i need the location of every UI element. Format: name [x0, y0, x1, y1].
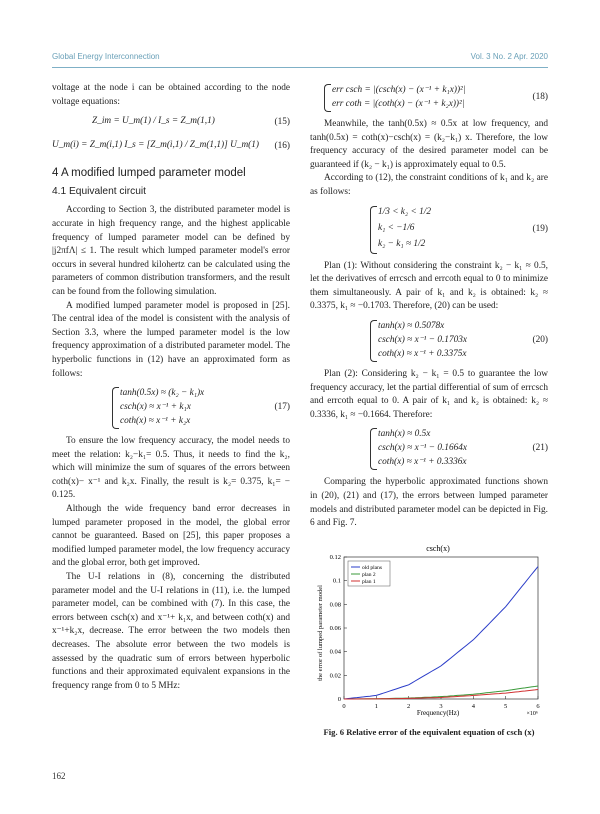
journal-name: Global Energy Interconnection	[52, 52, 160, 61]
left-brace	[370, 206, 377, 254]
y-tick-label: 0	[337, 695, 341, 703]
equation-line: 1/3 < k₂ < 1/2	[378, 206, 431, 217]
chart-title: csch(x)	[426, 543, 450, 553]
equation-line: coth(x) ≈ x⁻¹ + k₂x	[120, 416, 191, 427]
paragraph: Plan (2): Considering k₂ − k₁ = 0.5 to guarantee the low frequency accuracy, let the partial differential of sum of errcsch and errcoth equal to 0. A pair of k₁ and k₂ is obtained: k₂ ≈ 0.3336, k₁ ≈ −0.1664. Therefore:	[310, 368, 548, 420]
equation-line: tanh(x) ≈ 0.5x	[378, 429, 431, 440]
series-line-old-plans	[344, 566, 538, 699]
intro-paragraph: voltage at the node i can be obtained according to the node voltage equations:	[52, 83, 290, 107]
page-number: 162	[52, 771, 66, 781]
x-tick-label: 4	[471, 702, 475, 710]
subsection-title: 4.1 Equivalent circuit	[52, 185, 147, 197]
series-line-plan-1	[344, 689, 538, 699]
equation-17	[52, 387, 290, 429]
equation-21-number: (21)	[532, 443, 548, 454]
equation-15	[52, 113, 290, 133]
left-brace	[324, 84, 331, 112]
section-title: 4 A modified lumped parameter model	[52, 167, 246, 180]
equation-18-number: (18)	[532, 92, 548, 102]
x-tick-label: 2	[407, 702, 411, 710]
y-tick-label: 0.08	[329, 601, 341, 609]
equation-line: k₂ − k₁ ≈ 1/2	[378, 238, 426, 249]
equation-line: coth(x) ≈ x⁻¹ + 0.3375x	[378, 348, 467, 359]
paragraph: According to Section 3, the distributed parameter model is accurate in high frequency range, and the highest applicable frequency of lumped parameter model can be defined by |j2πfΛ| ≤ 1. The result which lumped parameter model's error occurs in several hundred kilohertz can be calculated using the parameters of common distribution transformers, and the result can be found from the following simulation.	[52, 205, 290, 297]
equation-19-number: (19)	[532, 223, 548, 234]
figure-6	[310, 541, 548, 738]
csch-error-chart	[310, 541, 548, 719]
equation-line: tanh(0.5x) ≈ (k₂ − k₁)x	[120, 388, 205, 399]
equation-18	[310, 84, 548, 112]
y-tick-label: 0.12	[329, 553, 341, 561]
paragraph: Plan (1): Without considering the constraint k₂ − k₁ ≈ 0.5, let the derivatives of errcsch and errcoth equal to 0 to minimize them simultaneously. A pair of k₁ and k₂ is obtained: k₂ ≈ 0.3375, k₁ ≈ −0.1703. Therefore, (20) can be used:	[310, 260, 548, 312]
equation-15-body: Z_im = U_m(1) / I_s = Z_m(1,1)	[92, 116, 215, 127]
chart-xlabel: Frequency(Hz)	[416, 708, 460, 717]
x-tick-label: 5	[504, 702, 508, 710]
paragraph: Comparing the hyperbolic approximated functions shown in (20), (21) and (17), the errors between lumped parameter models and distributed parameter model can be depicted in Fig. 6 and Fig. 7.	[310, 477, 548, 529]
running-header	[52, 52, 548, 66]
equation-16-number: (16)	[274, 141, 290, 152]
equation-line: csch(x) ≈ x⁻¹ − 0.1664x	[378, 443, 468, 454]
chart-ylabel: the error of lumped parameter model	[317, 584, 324, 681]
equation-line: csch(x) ≈ x⁻¹ − 0.1703x	[378, 334, 468, 345]
equation-15-number: (15)	[274, 117, 290, 128]
paragraph: The U-I relations in (8), concerning the distributed parameter model and the U-I relations in (11), i.e. the lumped parameter model, can be combined with (7). In this case, the errors between csch(x) and x⁻¹+ k₁x, and between coth(x) and x⁻¹+k₂x, decrease. The error between the two models then decreases. The absolute error between the two models is assessed by the quadratic sum of errors between hyperbolic functions and their approximated equivalent expansions in the frequency range from 0 to 5 MHz:	[52, 572, 290, 691]
equation-line: tanh(x) ≈ 0.5078x	[378, 320, 445, 331]
y-tick-label: 0.1	[332, 577, 341, 585]
equation-line: k₁ < −1/6	[378, 222, 415, 233]
equation-line: err coth = |(coth(x) − (x⁻¹ + k₂x))²|	[332, 99, 465, 109]
left-brace	[370, 320, 377, 362]
left-column	[52, 82, 290, 693]
x-tick-label: 3	[439, 702, 443, 710]
paragraph: A modified lumped parameter model is proposed in [25]. The central idea of the model is consistent with the analysis of Section 3.3, where the lumped parameter model is the low frequency approximation of a distributed parameter model. The hyperbolic functions in (12) have an approximated form as follows:	[52, 300, 290, 379]
equation-line: csch(x) ≈ x⁻¹ + k₁x	[120, 402, 191, 413]
y-tick-label: 0.02	[329, 672, 341, 680]
y-tick-label: 0.06	[329, 624, 341, 632]
equation-21	[310, 428, 548, 470]
equation-line: err csch = |(csch(x) − (x⁻¹ + k₁x))²|	[332, 85, 466, 95]
equation-17-number: (17)	[274, 402, 290, 413]
legend-entry: old plans	[362, 564, 383, 571]
equation-16-body: U_m(i) = Z_m(i,1) I_s = [Z_m(i,1) / Z_m(1,1)] U_m(1)	[52, 140, 259, 151]
x-tick-label: 6	[536, 702, 540, 710]
chart-x-exponent: ×10⁶	[526, 710, 538, 717]
header-rule	[52, 67, 548, 68]
figure-caption: Fig. 6 Relative error of the equivalent equation of csch (x)	[323, 727, 535, 738]
paragraph: Meanwhile, the tanh(0.5x) ≈ 0.5x at low frequency, and tanh(0.5x) = coth(x)−csch(x) = (k₂−k₁) x. Therefore, the low frequency accuracy of the desired parameter model can be guaranteed if (k₂ − k₁) is approximately equal to 0.5.	[310, 119, 548, 170]
paragraph: To ensure the low frequency accuracy, the model needs to meet the relation: k₂−k₁= 0.5. Thus, it needs to find the k₂, which will minimize the sum of squares of the errors between coth(x)− x⁻¹ and k₂x. Finally, the result is k₂= 0.375, k₁= − 0.125.	[52, 436, 290, 501]
y-tick-label: 0.04	[329, 648, 341, 656]
issue-info: Vol. 3 No. 2 Apr. 2020	[470, 52, 548, 61]
right-column	[310, 82, 548, 738]
x-tick-label: 0	[342, 702, 346, 710]
left-brace	[112, 387, 119, 429]
paragraph: Although the wide frequency band error decreases in lumped parameter proposed in the model, the global error cannot be guaranteed. Based on [25], this paper proposes a modified lumped parameter model, the low frequency accuracy and the global error, both get improved.	[52, 504, 290, 569]
paragraph: According to (12), the constraint conditions of k₁ and k₂ are as follows:	[310, 173, 548, 197]
left-brace	[370, 428, 377, 470]
legend-entry: plan 2	[362, 571, 376, 578]
equation-20-number: (20)	[532, 334, 548, 345]
equation-20	[310, 320, 548, 362]
legend-entry: plan 1	[362, 578, 376, 585]
equation-16	[52, 137, 290, 157]
equation-19	[310, 206, 548, 254]
equation-line: coth(x) ≈ x⁻¹ + 0.3336x	[378, 457, 467, 468]
x-tick-label: 1	[374, 702, 378, 710]
